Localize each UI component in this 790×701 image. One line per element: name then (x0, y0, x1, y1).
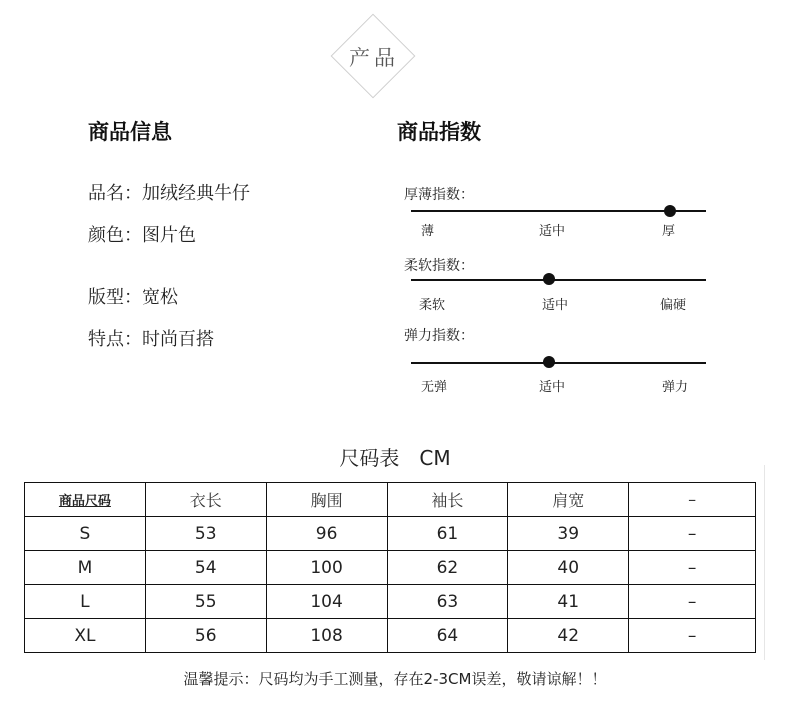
elasticity-indicator (543, 356, 555, 368)
table-cell: 55 (145, 585, 266, 619)
table-cell: 64 (387, 619, 508, 653)
thickness-indicator (664, 205, 676, 217)
index-heading: 商品指数 (397, 120, 481, 144)
table-cell: 41 (508, 585, 629, 619)
info-fit: 版型：宽松 (88, 287, 178, 308)
table-cell: M (25, 551, 146, 585)
softness-indicator (543, 273, 555, 285)
table-cell: 100 (266, 551, 387, 585)
softness-title: 柔软指数： (404, 258, 474, 274)
thickness-title: 厚薄指数： (404, 187, 474, 203)
table-cell: 39 (508, 517, 629, 551)
table-cell: 54 (145, 551, 266, 585)
table-header-row (25, 483, 756, 517)
info-feature: 特点：时尚百搭 (88, 329, 214, 350)
table-row (25, 619, 756, 653)
table-cell: 104 (266, 585, 387, 619)
softness-low-label: 柔软 (419, 298, 446, 313)
thickness-low-label: 薄 (421, 224, 435, 239)
header-cell: 胸围 (266, 483, 387, 517)
info-name: 品名：加绒经典牛仔 (88, 183, 250, 204)
table-cell: – (629, 551, 756, 585)
elasticity-low-label: 无弹 (421, 380, 448, 395)
table-cell: 42 (508, 619, 629, 653)
softness-mid-label: 适中 (542, 298, 569, 313)
elasticity-mid-label: 适中 (539, 380, 566, 395)
table-row (25, 585, 756, 619)
thickness-track (411, 210, 706, 212)
table-cell: 53 (145, 517, 266, 551)
measurement-note: 温馨提示：尺码均为手工测量，存在2-3CM误差，敬请谅解！！ (183, 670, 607, 688)
table-cell: 96 (266, 517, 387, 551)
table-cell: L (25, 585, 146, 619)
size-column-header: 商品尺码 (58, 494, 111, 509)
elasticity-high-label: 弹力 (662, 380, 689, 395)
table-cell: XL (25, 619, 146, 653)
table-cell: S (25, 517, 146, 551)
thickness-mid-label: 适中 (539, 224, 566, 239)
header-cell: 肩宽 (508, 483, 629, 517)
header-cell: – (629, 483, 756, 517)
elasticity-track (411, 362, 706, 364)
header-cell (25, 483, 146, 517)
info-heading: 商品信息 (88, 120, 172, 144)
thickness-high-label: 厚 (662, 224, 676, 239)
table-cell: – (629, 517, 756, 551)
table-cell: 40 (508, 551, 629, 585)
table-row (25, 517, 756, 551)
table-cell: 63 (387, 585, 508, 619)
size-table-title: 尺码表 CM (339, 446, 451, 470)
size-table (24, 482, 756, 653)
info-color: 颜色：图片色 (88, 225, 196, 246)
table-cell: 61 (387, 517, 508, 551)
softness-track (411, 279, 706, 281)
header-cell: 衣长 (145, 483, 266, 517)
table-cell: 62 (387, 551, 508, 585)
table-row (25, 551, 756, 585)
divider-line (764, 465, 765, 660)
elasticity-title: 弹力指数： (404, 328, 474, 344)
table-cell: – (629, 619, 756, 653)
table-cell: – (629, 585, 756, 619)
softness-high-label: 偏硬 (660, 298, 687, 313)
table-cell: 56 (145, 619, 266, 653)
table-cell: 108 (266, 619, 387, 653)
hero-label: 产品 (349, 46, 399, 70)
header-cell: 袖长 (387, 483, 508, 517)
